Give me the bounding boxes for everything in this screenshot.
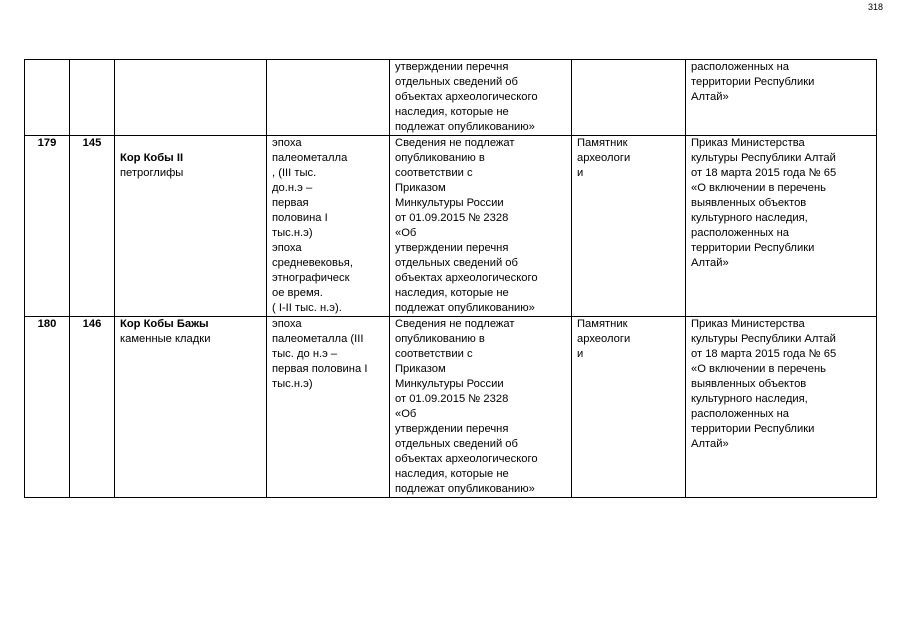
- object-name-cell: [115, 136, 267, 317]
- row-local-index: 146: [70, 317, 115, 498]
- table-row: [25, 317, 877, 498]
- row-local-index: 145: [70, 136, 115, 317]
- document-cell: расположенных на территории Республики Алтай»: [686, 60, 877, 136]
- publication-note-cell: Сведения не подлежат опубликованию в соответствии с Приказом Минкультуры России от 01.09.2015 № 2328 «Об утверждении перечня отдельных сведений об объектах археологического наследия, которые не подлежат опубликованию»: [390, 317, 572, 498]
- category-cell: Памятник археологи и: [572, 317, 686, 498]
- category-cell: [572, 60, 686, 136]
- page-number: 318: [867, 2, 883, 12]
- row-local-index: [70, 60, 115, 136]
- row-index: 179: [25, 136, 70, 317]
- document-cell: Приказ Министерства культуры Республики Алтай от 18 марта 2015 года № 65 «О включении в перечень выявленных объектов культурного наследия, расположенных на территории Республики Алтай»: [686, 136, 877, 317]
- row-index: 180: [25, 317, 70, 498]
- object-type: каменные кладки: [120, 333, 211, 345]
- object-name-cell: [115, 317, 267, 498]
- table-row: [25, 60, 877, 136]
- object-type: петроглифы: [120, 167, 184, 179]
- object-name: Кор Кобы II: [120, 152, 184, 164]
- row-index: [25, 60, 70, 136]
- dating-cell: эпоха палеометалла (III тыс. до н.э – первая половина I тыс.н.э): [267, 317, 390, 498]
- publication-note-cell: утверждении перечня отдельных сведений об объектах археологического наследия, которые не подлежат опубликованию»: [390, 60, 572, 136]
- dating-cell: [267, 60, 390, 136]
- object-name: Кор Кобы Бажы: [120, 318, 209, 330]
- table-row: [25, 136, 877, 317]
- object-name-cell: [115, 60, 267, 136]
- category-cell: Памятник археологи и: [572, 136, 686, 317]
- publication-note-cell: Сведения не подлежат опубликованию в соответствии с Приказом Минкультуры России от 01.09.2015 № 2328 «Об утверждении перечня отдельных сведений об объектах археологического наследия, которые не подлежат опубликованию»: [390, 136, 572, 317]
- heritage-registry-table: [24, 59, 877, 498]
- document-cell: Приказ Министерства культуры Республики Алтай от 18 марта 2015 года № 65 «О включении в перечень выявленных объектов культурного наследия, расположенных на территории Республики Алтай»: [686, 317, 877, 498]
- dating-cell: эпоха палеометалла , (III тыс. до.н.э – первая половина I тыс.н.э) эпоха средневековья, этнографическ ое время. ( I-II тыс. н.э).: [267, 136, 390, 317]
